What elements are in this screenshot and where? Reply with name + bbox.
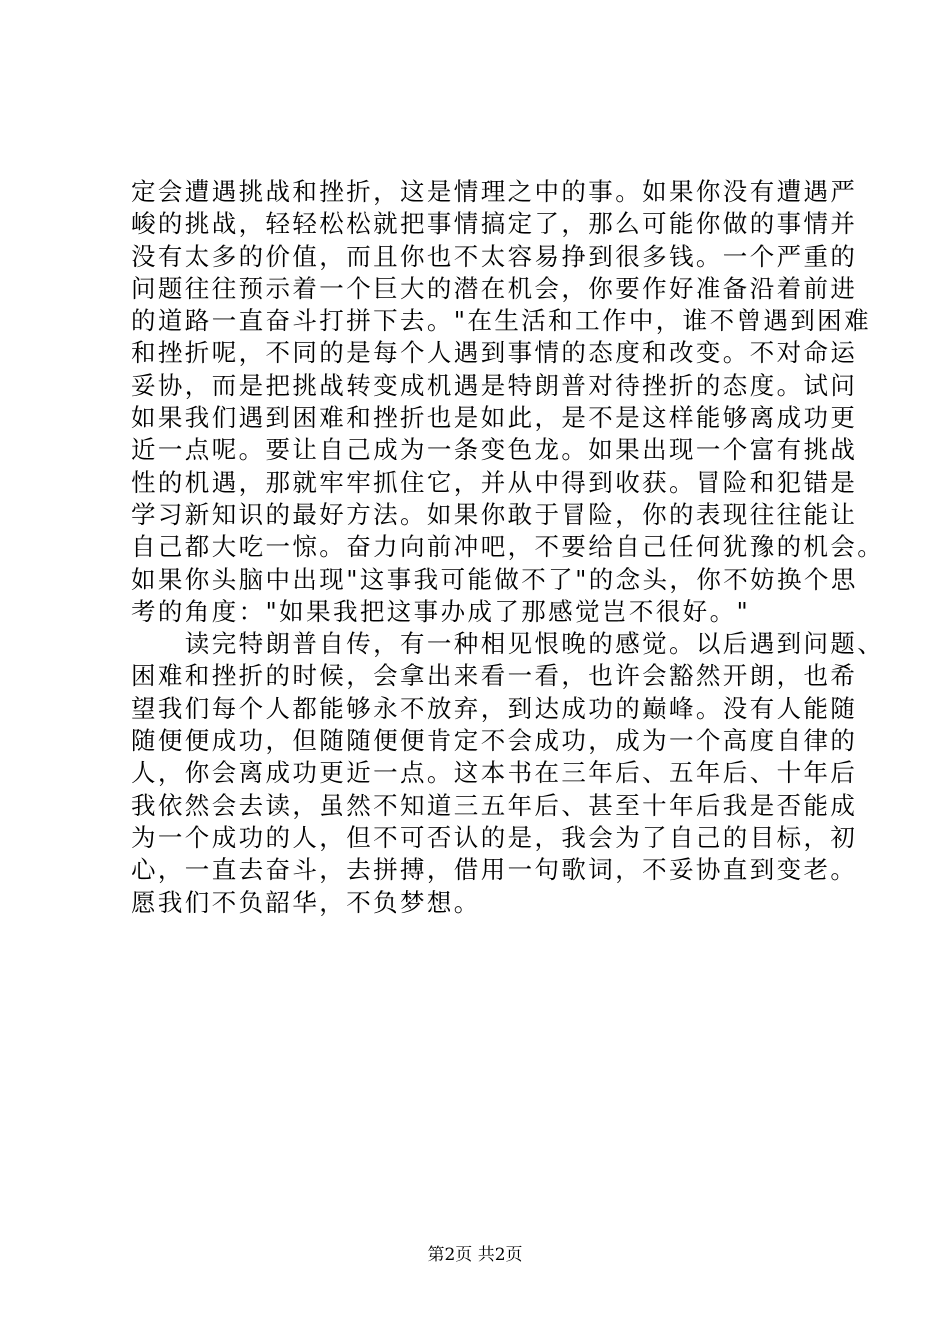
text-line: 近一点呢。要让自己成为一条变色龙。如果出现一个富有挑战 [131, 435, 858, 465]
body-text [131, 176, 885, 919]
text-line: 性的机遇，那就牢牢抓住它，并从中得到收获。冒险和犯错是 [131, 467, 858, 497]
text-line: 没有太多的价值，而且你也不太容易挣到很多钱。一个严重的 [131, 241, 858, 271]
text-line: 如果你头脑中出现"这事我可能做不了"的念头，你不妨换个思 [131, 564, 858, 594]
text-line: 考的角度："如果我把这事办成了那感觉岂不很好。" [131, 596, 751, 626]
text-line: 为一个成功的人，但不可否认的是，我会为了自己的目标，初 [131, 822, 858, 852]
page-footer: 第2页 共2页 [427, 1245, 523, 1265]
text-line: 愿我们不负韶华，不负梦想。 [131, 887, 481, 917]
text-line: 人，你会离成功更近一点。这本书在三年后、五年后、十年后 [131, 758, 858, 788]
text-line: 我依然会去读，虽然不知道三五年后、甚至十年后我是否能成 [131, 790, 858, 820]
text-line: 困难和挫折的时候，会拿出来看一看，也许会豁然开朗，也希 [131, 661, 858, 691]
text-line: 读完特朗普自传，有一种相见恨晚的感觉。以后遇到问题、 [131, 629, 885, 659]
text-line: 心，一直去奋斗，去拼搏，借用一句歌词，不妥协直到变老。 [131, 855, 858, 885]
text-line: 的道路一直奋斗打拼下去。"在生活和工作中，谁不曾遇到困难 [131, 306, 871, 336]
text-line: 妥协，而是把挑战转变成机遇是特朗普对待挫折的态度。试问 [131, 370, 858, 400]
text-line: 自己都大吃一惊。奋力向前冲吧，不要给自己任何犹豫的机会。 [131, 532, 885, 562]
text-line: 和挫折呢，不同的是每个人遇到事情的态度和改变。不对命运 [131, 338, 858, 368]
text-line: 定会遭遇挑战和挫折，这是情理之中的事。如果你没有遭遇严 [131, 177, 858, 206]
text-line: 如果我们遇到困难和挫折也是如此，是不是这样能够离成功更 [131, 403, 858, 433]
text-line: 学习新知识的最好方法。如果你敢于冒险，你的表现往往能让 [131, 499, 858, 529]
text-line: 望我们每个人都能够永不放弃，到达成功的巅峰。没有人能随 [131, 693, 858, 723]
text-line: 随便便成功，但随随便便肯定不会成功，成为一个高度自律的 [131, 726, 858, 756]
text-line: 问题往往预示着一个巨大的潜在机会，你要作好准备沿着前进 [131, 273, 858, 303]
text-line: 峻的挑战，轻轻松松就把事情搞定了，那么可能你做的事情并 [131, 209, 858, 239]
